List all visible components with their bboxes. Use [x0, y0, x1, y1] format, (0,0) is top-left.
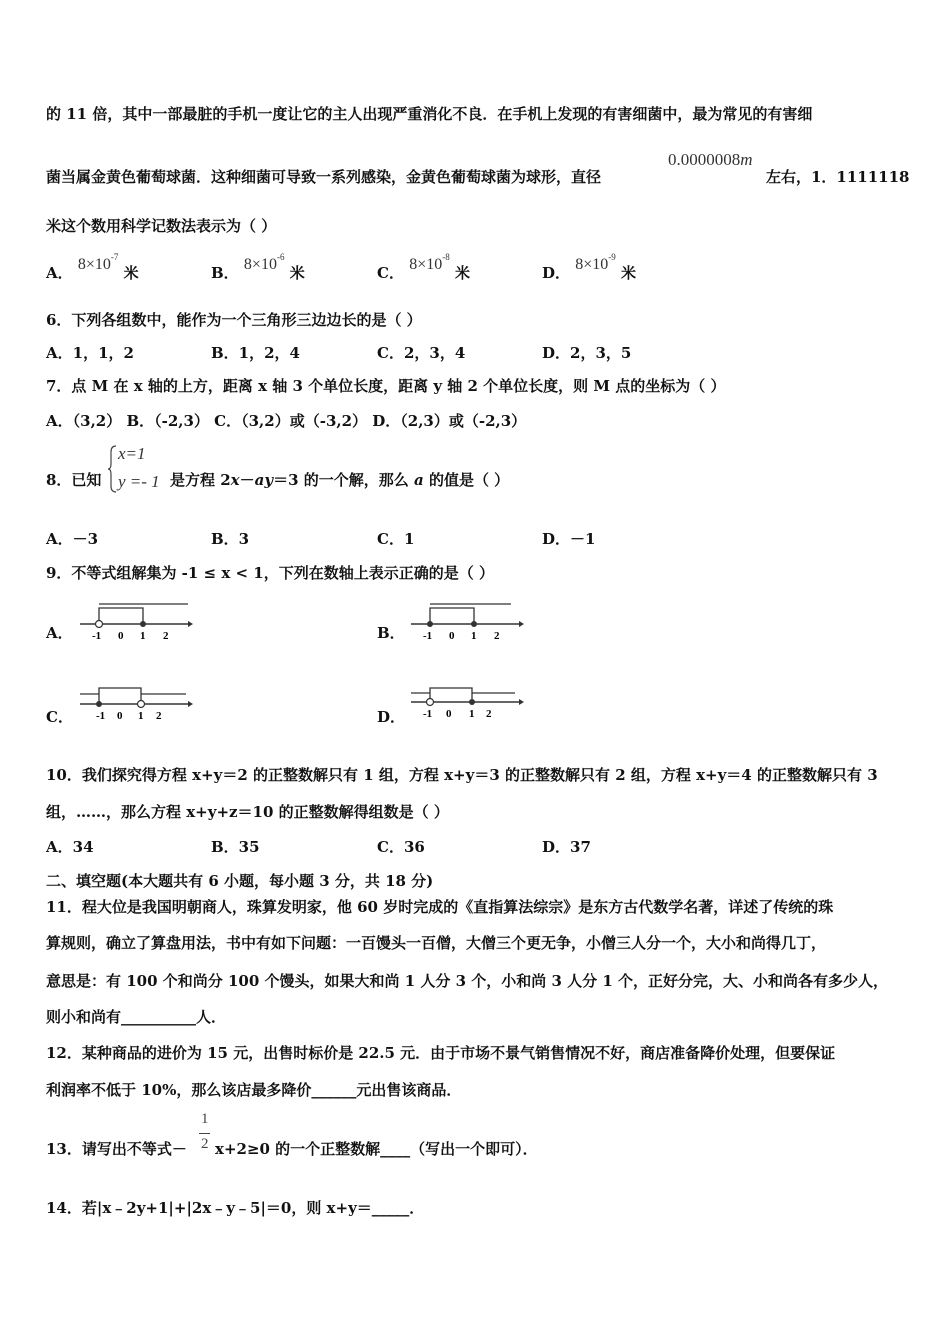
q12-line1: 12．某种商品的进价为 15 元，出售时标价是 22.5 元．由于市场不景气销售情况不好，商店准备降价处理，但要保证: [46, 1044, 836, 1062]
option-base: 8×10: [409, 256, 443, 273]
option-base: 8×10: [77, 256, 111, 273]
q10-line2: 组，……，那么方程 x+y+z＝10 的正整数解得组数是（ ）: [46, 803, 449, 821]
option-base: 8×10: [243, 256, 277, 273]
tick-label: -1: [423, 708, 433, 720]
q12-line2: 利润率不低于 10%，那么该店最多降价______元出售该商品．: [46, 1081, 462, 1099]
tick-label: 0: [118, 630, 124, 642]
q8-option-a[interactable]: A．－3: [46, 530, 99, 548]
tick-label: 2: [486, 708, 492, 720]
q5-option-b[interactable]: [211, 252, 305, 283]
tick-label: -1: [96, 710, 106, 722]
tick-label: 1: [471, 630, 477, 642]
q13-fraction-bar: [199, 1133, 210, 1134]
q6-option-b[interactable]: B．1，2，4: [211, 344, 300, 362]
option-exponent: -7: [110, 252, 119, 262]
q11-line2: 算规则，确立了算盘用法，书中有如下问题：一百馒头一百僧，大僧三个更无争，小僧三人分一个，大小和尚得几丁，: [46, 934, 827, 952]
tick-label: 1: [469, 708, 475, 720]
q8-text-b: －: [239, 471, 255, 489]
q5-line1: 的 11 倍，其中一部最脏的手机一度让它的主人出现严重消化不良．在手机上发现的有害细菌中，最为常见的有害细: [46, 105, 813, 123]
q11-line3: 意思是：有 100 个和尚分 100 个馒头，如果大和尚 1 人分 3 个，小和尚 3 人分 1 个，正好分完，大、小和尚各有多少人，: [46, 972, 889, 990]
q13-suffix: x+2≥0 的一个正整数解____（写出一个即可）．: [215, 1140, 538, 1158]
q9-number-line-c[interactable]: [78, 680, 193, 725]
q5-line3: 米这个数用科学记数法表示为（ ）: [46, 217, 277, 235]
q11-line4: 则小和尚有__________人．: [46, 1008, 227, 1026]
q6-option-c[interactable]: C．2，3，4: [377, 344, 466, 362]
q8-var-a: a: [413, 471, 424, 489]
q9-stem: 9．不等式组解集为 -1 ≤ x < 1，下列在数轴上表示正确的是（ ）: [46, 564, 494, 582]
tick-label: 2: [494, 630, 500, 642]
q7-options[interactable]: A．（3,2） B．（-2,3） C．（3,2）或（-3,2） D．（2,3）或（-2,3）: [46, 412, 527, 430]
option-base: 8×10: [575, 256, 609, 273]
q11-line1: 11．程大位是我国明朝商人，珠算发明家，他 60 岁时完成的《直指算法综宗》是东方古代数学名著，详述了传统的珠: [46, 898, 834, 916]
tick-label: 1: [140, 630, 146, 642]
q9-option-b-label[interactable]: B．: [377, 624, 405, 642]
q8-var-ay: ay: [254, 471, 274, 489]
q5-diameter: [668, 150, 753, 170]
q6-option-d[interactable]: D．2，3，5: [542, 344, 632, 362]
tick-label: -1: [423, 630, 433, 642]
option-exponent: -6: [276, 252, 285, 262]
q9-number-line-a[interactable]: [78, 598, 193, 643]
q8-brace: [108, 444, 118, 494]
q9-number-line-b[interactable]: [409, 598, 524, 643]
tick-label: 0: [117, 710, 123, 722]
q5-option-a[interactable]: [46, 252, 139, 283]
q9-number-line-d[interactable]: [409, 680, 524, 725]
q10-option-c[interactable]: C．36: [377, 838, 425, 856]
tick-label: 2: [163, 630, 169, 642]
option-unit: 米: [454, 264, 470, 282]
q5-line2-text: 菌当属金黄色葡萄球菌．这种细菌可导致一系列感染，金黄色葡萄球菌为球形，直径: [46, 168, 602, 186]
q8-option-b[interactable]: B．3: [211, 530, 250, 548]
q5-line2: [46, 166, 601, 187]
option-exponent: -8: [442, 252, 450, 262]
q7-stem: 7．点 M 在 x 轴的上方，距离 x 轴 3 个单位长度，距离 y 轴 2 个单位长度，则 M 点的坐标为（ ）: [46, 377, 726, 395]
q10-option-a[interactable]: A．34: [46, 838, 94, 856]
option-label: C．: [377, 264, 404, 282]
option-unit: 米: [123, 264, 139, 282]
q8-system-eq1: x=1: [118, 444, 146, 463]
tick-label: -1: [92, 630, 102, 642]
q14-stem: 14．若|x﹣2y+1|+|2x﹣y﹣5|＝0，则 x+y＝_____．: [46, 1199, 425, 1217]
q8-system-eq2: y =- 1: [118, 472, 160, 491]
q8-text-a: 是方程 2: [170, 471, 231, 489]
q13-prefix: 13．请写出不等式－: [46, 1140, 187, 1158]
option-exponent: -9: [608, 252, 616, 262]
q6-stem: 6．下列各组数中，能作为一个三角形三边边长的是（ ）: [46, 311, 422, 329]
option-label: A．: [46, 264, 73, 282]
q5-option-c[interactable]: [377, 252, 470, 283]
q9-option-d-label[interactable]: D．: [377, 708, 406, 726]
tick-label: 2: [156, 710, 162, 722]
q10-option-b[interactable]: B．35: [211, 838, 260, 856]
q9-option-a-label[interactable]: A．: [46, 624, 73, 642]
option-unit: 米: [289, 264, 305, 282]
option-label: D．: [542, 264, 571, 282]
tick-label: 1: [138, 710, 144, 722]
tick-label: 0: [446, 708, 452, 720]
q8-stem: [170, 469, 509, 490]
q5-line2-end: 左右，1．1111118: [766, 168, 910, 186]
q10-option-d[interactable]: D．37: [542, 838, 591, 856]
q9-option-c-label[interactable]: C．: [46, 708, 73, 726]
q8-var-x: x: [230, 471, 240, 489]
q8-option-d[interactable]: D．－1: [542, 530, 596, 548]
q8-text-c: ＝3 的一个解，那么: [273, 471, 409, 489]
q6-option-a[interactable]: A．1，1，2: [46, 344, 134, 362]
q8-option-c[interactable]: C．1: [377, 530, 415, 548]
q10-line1: 10．我们探究得方程 x+y＝2 的正整数解只有 1 组，方程 x+y＝3 的正整数解只有 2 组，方程 x+y＝4 的正整数解只有 3: [46, 766, 878, 784]
q8-prefix: 8．已知: [46, 471, 102, 489]
q13-fraction-numerator: 1: [201, 1111, 209, 1127]
q5-option-d[interactable]: [542, 252, 637, 283]
tick-label: 0: [449, 630, 455, 642]
option-label: B．: [211, 264, 239, 282]
option-unit: 米: [621, 264, 637, 282]
q13-fraction-denominator: 2: [201, 1136, 209, 1152]
q8-text-d: 的值是（ ）: [428, 471, 510, 489]
q5-diameter-value: 0.0000008: [668, 150, 741, 169]
q5-diameter-unit: m: [740, 150, 753, 169]
section-heading: 二、填空题(本大题共有 6 小题，每小题 3 分，共 18 分): [46, 872, 434, 890]
